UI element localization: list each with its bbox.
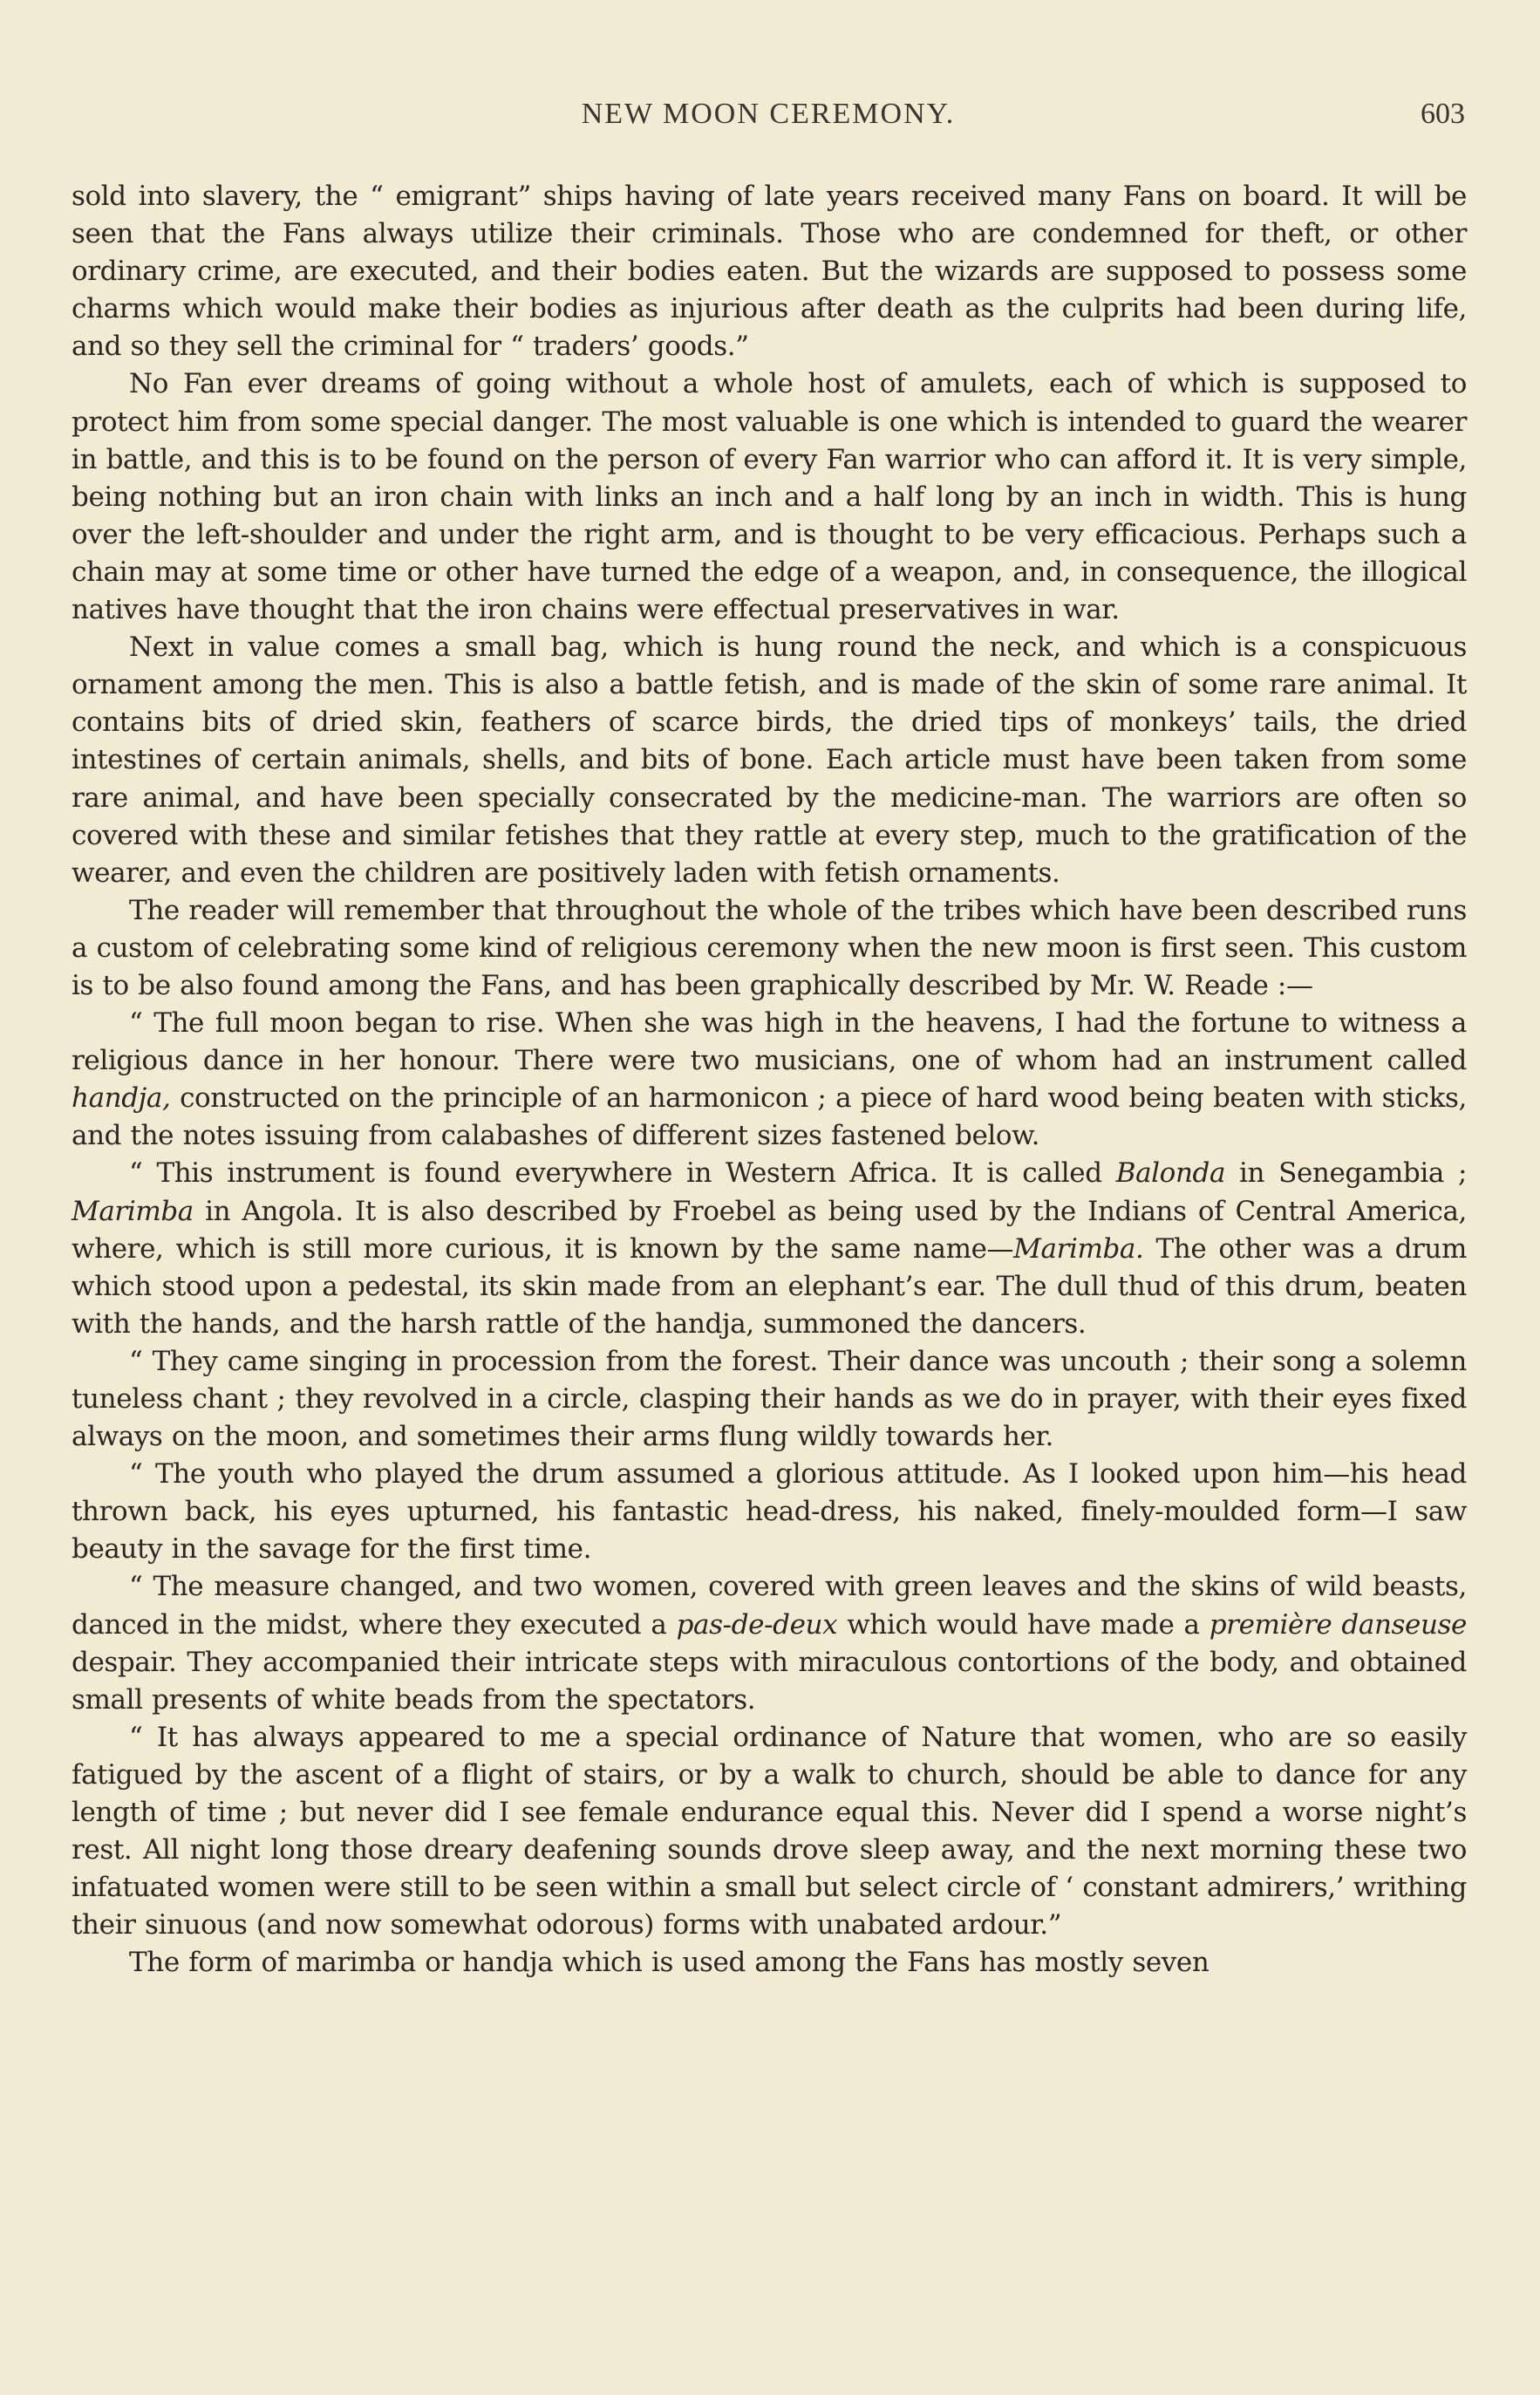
paragraph-text: The reader will remember that throughout the whole of the tribes which have been described runs a custom of celebrating some kind of religious ceremony when the new moon is first seen. This custom is to be also found among the Fans, and has been graphically described by Mr. W. Reade :— xyxy=(72,894,1467,1001)
paragraph xyxy=(72,892,1467,1005)
paragraph xyxy=(72,1719,1467,1945)
paragraph-text: “ They came singing in procession from the forest. Their dance was uncouth ; their song a solemn tuneless chant ; they revolved in a circle, clasping their hands as we do in prayer, with their eyes fixed always on the moon, and sometimes their arms flung wildly towards her. xyxy=(72,1345,1467,1453)
paragraph-text: “ This instrument is found everywhere in Western Africa. It is called xyxy=(129,1157,1116,1190)
paragraph xyxy=(72,1944,1467,1982)
paragraph-text: which would have made a xyxy=(837,1608,1210,1641)
paragraph xyxy=(72,1005,1467,1155)
paragraph-text: in Angola. It is also described by Froebel as being used by the Indians of Central America, where, which is still more curious, it is known by the same name— xyxy=(72,1195,1467,1265)
paragraph-text: Next in value comes a small bag, which is hung round the neck, and which is a conspicuous ornament among the men. This is also a battle fetish, and is made of the skin of some rare animal. It contains bits of dried skin, feathers of scarce birds, the dried tips of monkeys’ tails, the dried intestines of certain animals, shells, and bits of bone. Each article must have been taken from some rare animal, and have been specially consecrated by the medicine-man. The warriors are often so covered with these and similar fetishes that they rattle at every step, much to the gratification of the wearer, and even the children are positively laden with fetish ornaments. xyxy=(72,631,1467,889)
paragraph-text: The other was a drum which stood upon a pedestal, its skin made from an elephant’s ear. The dull thud of this drum, beaten with the hands, and the harsh rattle of the handja, summoned the dancers. xyxy=(72,1232,1467,1340)
paragraph-text: “ The full moon began to rise. When she was high in the heavens, I had the fortune to witness a religious dance in her honour. There were two musicians, one of whom had an instrument called xyxy=(72,1007,1467,1077)
paragraph xyxy=(72,629,1467,892)
paragraph-text: in Senegambia ; xyxy=(1225,1157,1468,1190)
paragraph-text: despair. They accompanied their intricate steps with miraculous contortions of the body, and obtained small presents of white beads from the spectators. xyxy=(72,1646,1467,1716)
italic-text: pas-de-deux xyxy=(676,1608,838,1641)
body-text xyxy=(72,178,1467,1982)
paragraph-text: “ The youth who played the drum assumed a glorious attitude. As I looked upon him—his head thrown back, his eyes upturned, his fantastic head-dress, his naked, finely-moulded form—I saw beauty in the savage for the first time. xyxy=(72,1458,1467,1566)
paragraph xyxy=(72,178,1467,365)
paragraph-text: No Fan ever dreams of going without a whole host of amulets, each of which is supposed to protect him from some special danger. The most valuable is one which is intended to guard the wearer in battle, and this is to be found on the person of every Fan warrior who can afford it. It is very simple, being nothing but an iron chain with links an inch and a half long by an inch in width. This is hung over the left-shoulder and under the right arm, and is thought to be very efficacious. Perhaps such a chain may at some time or other have turned the edge of a weapon, and, in consequence, the illogical natives have thought that the iron chains were effectual preservatives in war. xyxy=(72,368,1467,626)
italic-text: Marimba. xyxy=(1013,1232,1144,1265)
paragraph-text: constructed on the principle of an harmonicon ; a piece of hard wood being beaten with sticks, and the notes issuing from calabashes of different sizes fastened below. xyxy=(72,1082,1467,1152)
paragraph-text: The form of marimba or handja which is used among the Fans has mostly seven xyxy=(129,1947,1210,1979)
page-number: 603 xyxy=(1421,98,1465,130)
paragraph-text: sold into slavery, the “ emigrant” ships having of late years received many Fans on board. It will be seen that the Fans always utilize their criminals. Those who are condemned for theft, or other ordinary crime, are executed, and their bodies eaten. But the wizards are supposed to possess some charms which would make their bodies as injurious after death as the culprits had been during life, and so they sell the criminal for “ traders’ goods.” xyxy=(72,181,1467,363)
running-head xyxy=(72,98,1465,138)
paragraph xyxy=(72,1343,1467,1456)
italic-text: Marimba xyxy=(72,1195,194,1227)
italic-text: handja, xyxy=(72,1082,171,1115)
paragraph xyxy=(72,1568,1467,1718)
italic-text: première danseuse xyxy=(1209,1608,1467,1641)
paragraph-text: “ The measure changed, and two women, covered with green leaves and the skins of wild beasts, danced in the midst, where they executed a xyxy=(72,1571,1467,1641)
paragraph xyxy=(72,1456,1467,1568)
running-title: NEW MOON CEREMONY. xyxy=(581,98,956,130)
paragraph xyxy=(72,365,1467,629)
paragraph xyxy=(72,1155,1467,1342)
italic-text: Balonda xyxy=(1115,1157,1226,1190)
paragraph-text: “ It has always appeared to me a special ordinance of Nature that women, who are so easily fatigued by the ascent of a flight of stairs, or by a walk to church, should be able to dance for any length of time ; but never did I see female endurance equal this. Never did I spend a worse night’s rest. All night long those dreary deafening sounds drove sleep away, and the next morning these two infatuated women were still to be seen within a small but select circle of ‘ constant admirers,’ writhing their sinuous (and now somewhat odorous) forms with unabated ardour.” xyxy=(72,1721,1467,1941)
